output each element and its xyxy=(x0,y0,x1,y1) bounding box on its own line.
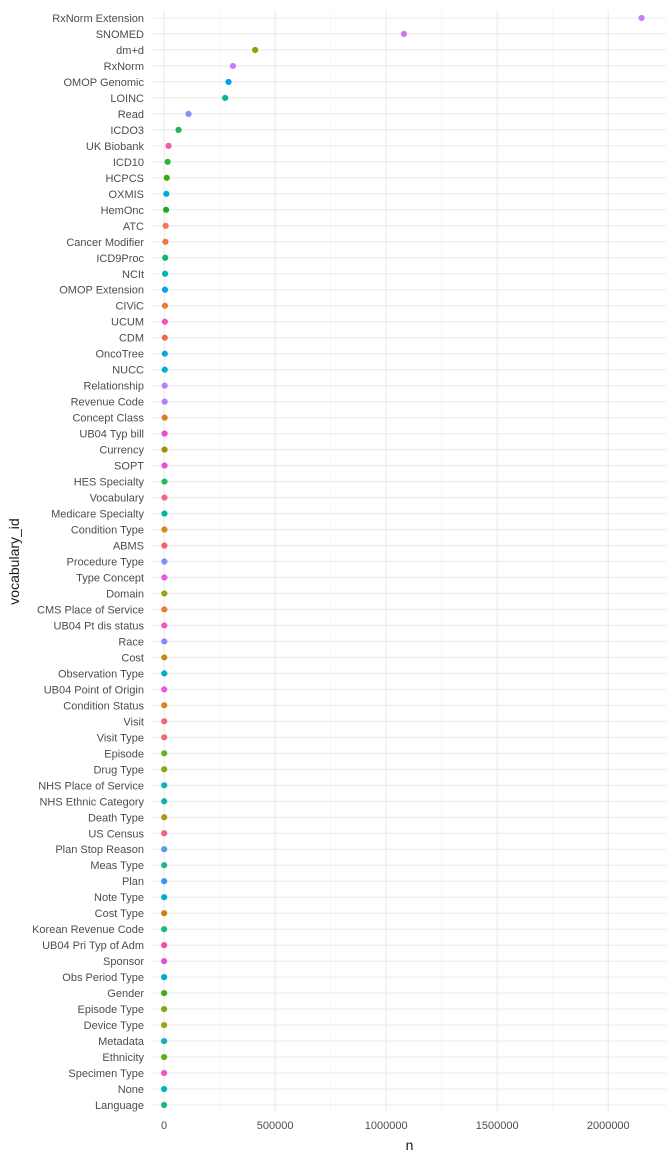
y-tick-label: Type Concept xyxy=(76,572,144,585)
y-tick-label: Korean Revenue Code xyxy=(32,924,144,937)
data-point xyxy=(162,239,168,245)
y-tick-label: Drug Type xyxy=(93,764,144,777)
y-tick-label: Currency xyxy=(99,444,144,457)
y-tick-label: Metadata xyxy=(98,1036,144,1049)
data-point xyxy=(161,462,167,468)
y-tick-label: Visit xyxy=(123,716,144,729)
y-tick-label: OMOP Extension xyxy=(59,284,144,297)
y-tick-label: Domain xyxy=(106,588,144,601)
y-tick-label: UB04 Pri Typ of Adm xyxy=(42,940,144,953)
data-point xyxy=(162,351,168,357)
data-point xyxy=(161,558,167,564)
data-point xyxy=(161,478,167,484)
data-point xyxy=(230,63,236,69)
y-tick-label: Medicare Specialty xyxy=(51,508,144,521)
data-point xyxy=(175,127,181,133)
y-tick-label: UB04 Pt dis status xyxy=(53,620,144,633)
y-tick-label: NHS Place of Service xyxy=(38,780,144,793)
data-point xyxy=(161,1022,167,1028)
data-point xyxy=(161,606,167,612)
data-point xyxy=(162,287,168,293)
data-point xyxy=(161,638,167,644)
y-tick-label: Plan Stop Reason xyxy=(55,844,144,857)
data-point xyxy=(163,207,169,213)
data-point xyxy=(162,415,168,421)
data-point xyxy=(161,894,167,900)
y-tick-label: Death Type xyxy=(87,812,144,825)
y-tick-label: Cost Type xyxy=(94,908,144,921)
data-point xyxy=(161,1038,167,1044)
data-point xyxy=(162,271,168,277)
data-point xyxy=(161,734,167,740)
y-tick-label: CDM xyxy=(118,332,144,345)
x-tick-label: 2000000 xyxy=(586,1120,630,1132)
y-tick-label: Concept Class xyxy=(72,412,144,425)
x-tick-label: 0 xyxy=(161,1120,168,1132)
data-point xyxy=(162,303,168,309)
y-tick-label: CMS Place of Service xyxy=(37,604,144,617)
data-point xyxy=(161,574,167,580)
y-tick-label: UB04 Point of Origin xyxy=(43,684,144,697)
data-point xyxy=(161,1070,167,1076)
y-tick-label: Meas Type xyxy=(90,860,144,873)
data-point xyxy=(161,670,167,676)
y-tick-label: None xyxy=(117,1084,144,1097)
y-tick-label: Procedure Type xyxy=(66,556,144,569)
data-point xyxy=(165,143,171,149)
data-point xyxy=(161,958,167,964)
data-point xyxy=(161,974,167,980)
y-tick-label: Episode Type xyxy=(77,1004,144,1017)
y-tick-label: OMOP Genomic xyxy=(63,76,144,89)
y-tick-label: Condition Status xyxy=(63,700,144,713)
data-point xyxy=(161,590,167,596)
data-point xyxy=(161,910,167,916)
y-tick-label: NHS Ethnic Category xyxy=(39,796,144,809)
y-tick-label: UK Biobank xyxy=(85,140,144,153)
y-tick-label: Episode xyxy=(104,748,144,761)
y-tick-label: Visit Type xyxy=(96,732,144,745)
data-point xyxy=(162,255,168,261)
data-point xyxy=(161,526,167,532)
data-point xyxy=(161,798,167,804)
y-tick-label: Cancer Modifier xyxy=(66,236,144,249)
data-point xyxy=(162,319,168,325)
data-point xyxy=(401,31,407,37)
y-tick-label: US Census xyxy=(88,828,144,841)
y-tick-label: HemOnc xyxy=(100,204,144,217)
x-tick-label: 500000 xyxy=(256,1120,294,1132)
y-tick-label: NUCC xyxy=(112,364,144,377)
data-point xyxy=(163,223,169,229)
data-point xyxy=(161,431,167,437)
data-point xyxy=(161,718,167,724)
y-tick-label: ABMS xyxy=(112,540,144,553)
x-tick-label: 1500000 xyxy=(475,1120,519,1132)
y-tick-label: LOINC xyxy=(110,92,144,105)
y-tick-label: RxNorm Extension xyxy=(52,12,144,25)
y-tick-label: Ethnicity xyxy=(102,1052,144,1065)
y-tick-label: Gender xyxy=(107,988,144,1001)
y-tick-label: OXMIS xyxy=(108,188,144,201)
data-point xyxy=(161,1102,167,1108)
data-point xyxy=(161,686,167,692)
data-point xyxy=(161,1006,167,1012)
data-point xyxy=(164,175,170,181)
y-tick-label: Specimen Type xyxy=(68,1068,144,1081)
y-tick-label: HCPCS xyxy=(105,172,144,185)
y-tick-label: UCUM xyxy=(111,316,144,329)
data-point xyxy=(161,654,167,660)
y-tick-label: Condition Type xyxy=(70,524,144,537)
y-tick-label: HES Specialty xyxy=(73,476,144,489)
data-point xyxy=(161,878,167,884)
y-tick-label: OncoTree xyxy=(95,348,144,361)
y-tick-label: NCIt xyxy=(122,268,144,281)
y-tick-label: Race xyxy=(118,636,144,649)
y-tick-label: Cost xyxy=(121,652,144,665)
y-tick-label: Language xyxy=(95,1100,144,1113)
data-point xyxy=(161,542,167,548)
data-point xyxy=(222,95,228,101)
data-point xyxy=(161,702,167,708)
data-point xyxy=(161,510,167,516)
y-tick-label: ICDO3 xyxy=(110,124,144,137)
data-point xyxy=(165,159,171,165)
data-point xyxy=(161,990,167,996)
y-tick-label: RxNorm xyxy=(103,60,144,73)
y-tick-label: CIViC xyxy=(115,300,144,313)
data-point xyxy=(161,830,167,836)
data-point xyxy=(161,622,167,628)
y-tick-label: Device Type xyxy=(83,1020,144,1033)
data-point xyxy=(161,942,167,948)
y-tick-label: UB04 Typ bill xyxy=(79,428,144,441)
y-tick-label: Note Type xyxy=(94,892,144,905)
data-point xyxy=(161,862,167,868)
y-tick-label: Revenue Code xyxy=(70,396,144,409)
data-point xyxy=(163,191,169,197)
data-point xyxy=(161,447,167,453)
data-point xyxy=(161,750,167,756)
y-tick-label: SNOMED xyxy=(95,28,144,41)
y-tick-label: ATC xyxy=(122,220,144,233)
data-point xyxy=(161,1054,167,1060)
y-tick-label: SOPT xyxy=(114,460,144,473)
data-point xyxy=(638,15,644,21)
y-tick-label: Relationship xyxy=(83,380,144,393)
data-point xyxy=(161,846,167,852)
data-point xyxy=(162,399,168,405)
data-point xyxy=(162,383,168,389)
data-point xyxy=(252,47,258,53)
data-point xyxy=(225,79,231,85)
y-tick-label: ICD10 xyxy=(112,156,144,169)
y-tick-label: ICD9Proc xyxy=(96,252,144,265)
data-point xyxy=(162,335,168,341)
data-point xyxy=(185,111,191,117)
data-point xyxy=(161,782,167,788)
y-axis-title: vocabulary_id xyxy=(6,518,22,605)
data-point xyxy=(161,766,167,772)
y-tick-label: Sponsor xyxy=(103,956,144,969)
x-tick-label: 1000000 xyxy=(364,1120,408,1132)
data-point xyxy=(161,1086,167,1092)
data-point xyxy=(162,367,168,373)
y-tick-label: Plan xyxy=(121,876,144,889)
data-point xyxy=(161,494,167,500)
data-point xyxy=(161,926,167,932)
y-tick-label: Obs Period Type xyxy=(62,972,144,985)
y-tick-label: Vocabulary xyxy=(89,492,144,505)
data-point xyxy=(161,814,167,820)
y-tick-label: dm+d xyxy=(116,44,144,57)
x-axis-title: n xyxy=(405,1137,414,1152)
y-tick-label: Observation Type xyxy=(57,668,144,681)
y-tick-label: Read xyxy=(117,108,144,121)
